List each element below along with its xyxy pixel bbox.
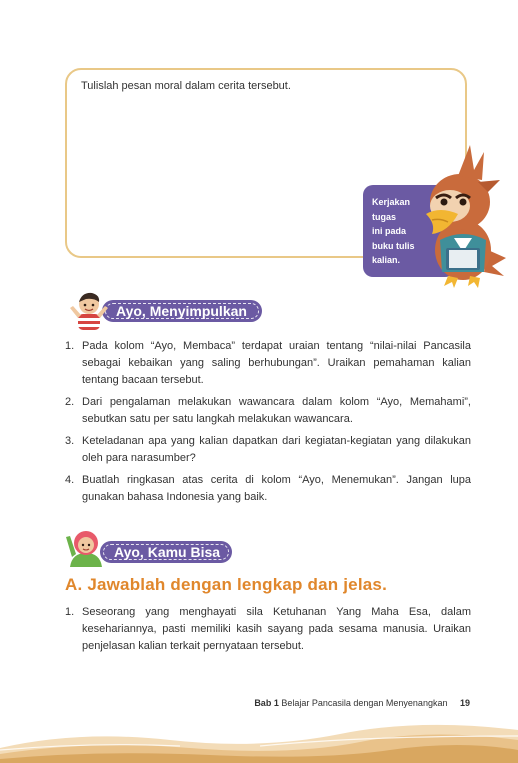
list-item-number: 4. <box>65 474 75 486</box>
conclude-list <box>65 338 471 511</box>
note-line: ini pada <box>372 226 407 236</box>
page-footer <box>254 698 470 708</box>
list-item-number: 3. <box>65 435 75 447</box>
list-item-text: Buatlah ringkasan atas cerita di kolom “Ayo, Menemukan”. Jangan lupa gunakan bahasa Indonesia yang baik. <box>82 474 471 503</box>
list-item <box>65 472 471 506</box>
decorative-waves <box>0 720 518 763</box>
footer-title: Belajar Pancasila dengan Menyenangkan <box>281 698 448 708</box>
note-line: kalian. <box>372 255 401 265</box>
list-item-number: 2. <box>65 396 75 408</box>
list-item <box>65 338 471 389</box>
list-item <box>65 394 471 428</box>
section-banner-menyimpulkan <box>68 296 268 330</box>
section-title: Ayo, Menyimpulkan <box>102 300 262 322</box>
exercise-list <box>65 604 471 660</box>
section-banner-kamu-bisa <box>64 531 234 565</box>
list-item <box>65 433 471 467</box>
section-title: Ayo, Kamu Bisa <box>100 541 232 563</box>
exercise-heading: A. Jawablah dengan lengkap dan jelas. <box>65 575 387 594</box>
note-line: buku tulis <box>372 240 415 251</box>
footer-chapter: Bab 1 <box>254 698 279 708</box>
list-item-text: Keteladanan apa yang kalian dapatkan dari kegiatan-kegiatan yang dilakukan oleh para narasumber? <box>82 435 471 464</box>
list-item <box>65 604 471 655</box>
eagle-mascot-icon <box>418 140 508 290</box>
note-line: tugas <box>372 211 397 222</box>
boy-avatar-icon <box>68 290 110 330</box>
list-item-number: 1. <box>65 606 75 618</box>
list-item-number: 1. <box>65 340 75 352</box>
list-item-text: Pada kolom “Ayo, Membaca” terdapat uraian tentang “nilai-nilai Pancasila sebagai kebaikan yang saling berhubungan”. Uraikan pemahaman kalian tentang bacaan tersebut. <box>82 340 471 386</box>
page-number: 19 <box>459 698 470 708</box>
girl-avatar-icon <box>64 527 108 567</box>
list-item-text: Dari pengalaman melakukan wawancara dalam kolom “Ayo, Memahami”, sebutkan satu per satu langkah melakukan wawancara. <box>82 396 471 425</box>
list-item-text: Seseorang yang menghayati sila Ketuhanan Yang Maha Esa, dalam kesehariannya, pasti memiliki kasih sayang pada sesama manusia. Uraikan penjelasan kalian terkait pernyataan tersebut. <box>82 606 471 652</box>
note-line: Kerjakan <box>372 197 411 207</box>
answer-box-prompt: Tulislah pesan moral dalam cerita tersebut. <box>81 80 291 92</box>
